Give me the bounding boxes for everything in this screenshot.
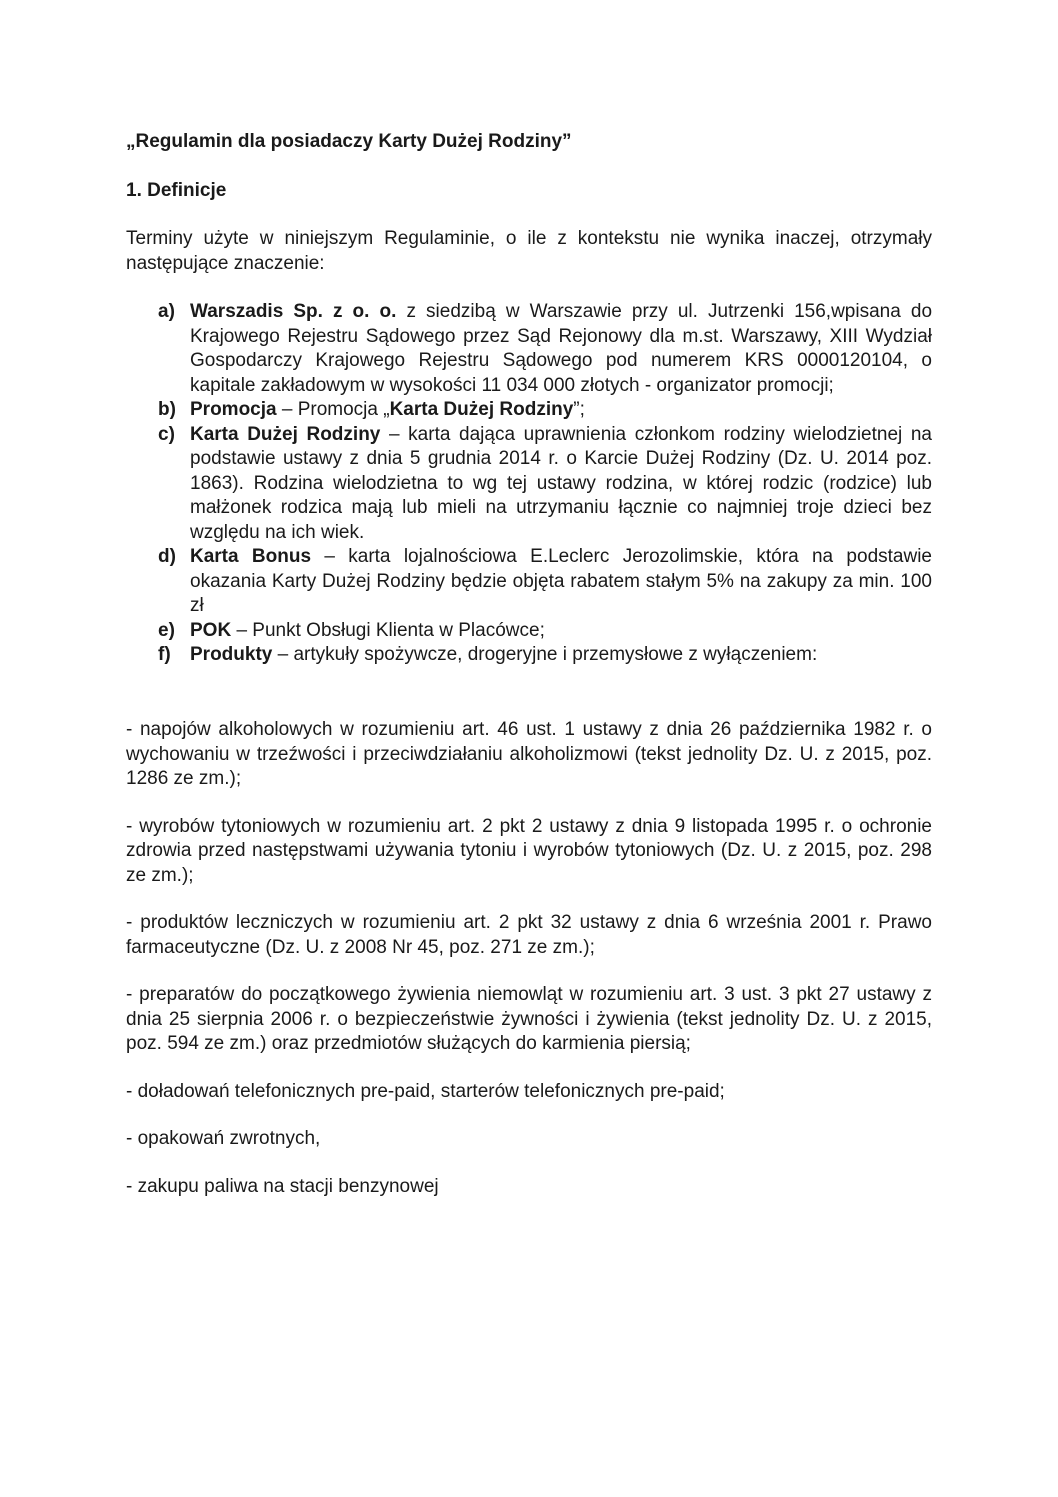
exclusion-item: - opakowań zwrotnych, [126,1128,321,1149]
definition-letter: d) [158,546,176,567]
exclusion-item: - zakupu paliwa na stacji benzynowej [126,1175,439,1197]
definition-item [126,300,932,398]
exclusion-item: - doładowań telefonicznych pre-paid, starterów telefonicznych pre-paid; [126,1080,725,1102]
definition-item [126,619,932,644]
definitions-list [126,300,932,668]
definition-text: – karta lojalnościowa E.Leclerc Jerozolimskie, która na podstawie okazania Karty Dużej Rodziny będzie objęta rabatem stałym 5% na zakupy za min. 100 zł [190,546,932,616]
definition-term: Warszadis Sp. z o. o. [190,301,397,322]
definition-item [126,643,932,668]
definition-term: Produkty [190,644,273,665]
definition-text-end: ”; [573,399,585,420]
exclusions-list [126,718,932,1222]
exclusion-item: - preparatów do początkowego żywienia niemowląt w rozumieniu art. 3 ust. 3 pkt 27 ustawy z dnia 25 sierpnia 2006 r. o bezpieczeństwie żywności i żywienia (tekst jednolity Dz. U. z 2015, poz. 594 ze zm.) oraz przedmiotów służących do karmienia piersią; [126,984,932,1054]
definition-item [126,423,932,546]
exclusion-item: - produktów leczniczych w rozumieniu art. 2 pkt 32 ustawy z dnia 6 września 2001 r. Prawo farmaceutyczne (Dz. U. z 2008 Nr 45, poz. 271 ze zm.); [126,912,932,958]
definition-item [126,545,932,619]
definition-letter: c) [158,423,175,445]
definition-text: – artykuły spożywcze, drogeryjne i przemysłowe z wyłączeniem: [272,644,818,665]
definition-text: – Punkt Obsługi Klienta w Placówce; [231,619,545,641]
definition-term: Promocja [190,399,277,420]
definition-letter: f) [158,644,171,665]
exclusion-item: - wyrobów tytoniowych w rozumieniu art. 2 pkt 2 ustawy z dnia 9 listopada 1995 r. o ochronie zdrowia przed następstwami używania tytoniu i wyrobów tytoniowych (Dz. U. z 2015, poz. 298 ze zm.); [126,815,932,886]
intro-paragraph: Terminy użyte w niniejszym Regulaminie, o ile z kontekstu nie wynika inaczej, otrzymały następujące znaczenie: [126,228,932,274]
definition-term: POK [190,619,232,641]
definition-term: Karta Dużej Rodziny [190,423,381,445]
definition-letter: a) [158,301,175,322]
definition-letter: e) [158,619,175,641]
definition-bold-inline: Karta Dużej Rodziny [389,399,574,420]
section-heading: 1. Definicje [126,180,227,201]
definition-text: – karta dająca uprawnienia członkom rodziny wielodzietnej na podstawie ustawy z dnia 5 grudnia 2014 r. o Karcie Dużej Rodziny (Dz. U. 2014 poz. 1863). Rodzina wielodzietna to wg tej ustawy rodzina, w której rodzic (rodzice) lub małżonek rodzica mają lub mieli na utrzymaniu łącznie co najmniej troje dzieci bez względu na ich wiek. [190,423,932,543]
document-title: „Regulamin dla posiadaczy Karty Dużej Rodziny” [126,131,572,152]
definition-term: Karta Bonus [190,546,312,567]
definition-letter: b) [158,399,176,420]
definition-text: – Promocja „ [276,399,390,420]
definition-item [126,398,932,423]
definition-text: z siedzibą w Warszawie przy ul. Jutrzenki 156,wpisana do Krajowego Rejestru Sądowego przez Sąd Rejonowy dla m.st. Warszawy, XIII Wydział Gospodarczy Krajowego Rejestru Sądowego pod numerem KRS 0000120104, o kapitale zakładowym w wysokości 11 034 000 złotych - organizator promocji; [190,301,933,396]
exclusion-item: - napojów alkoholowych w rozumieniu art. 46 ust. 1 ustawy z dnia 26 października 1982 r. o wychowaniu w trzeźwości i przeciwdziałaniu alkoholizmowi (tekst jednolity Dz. U. z 2015, poz. 1286 ze zm.); [126,719,932,789]
